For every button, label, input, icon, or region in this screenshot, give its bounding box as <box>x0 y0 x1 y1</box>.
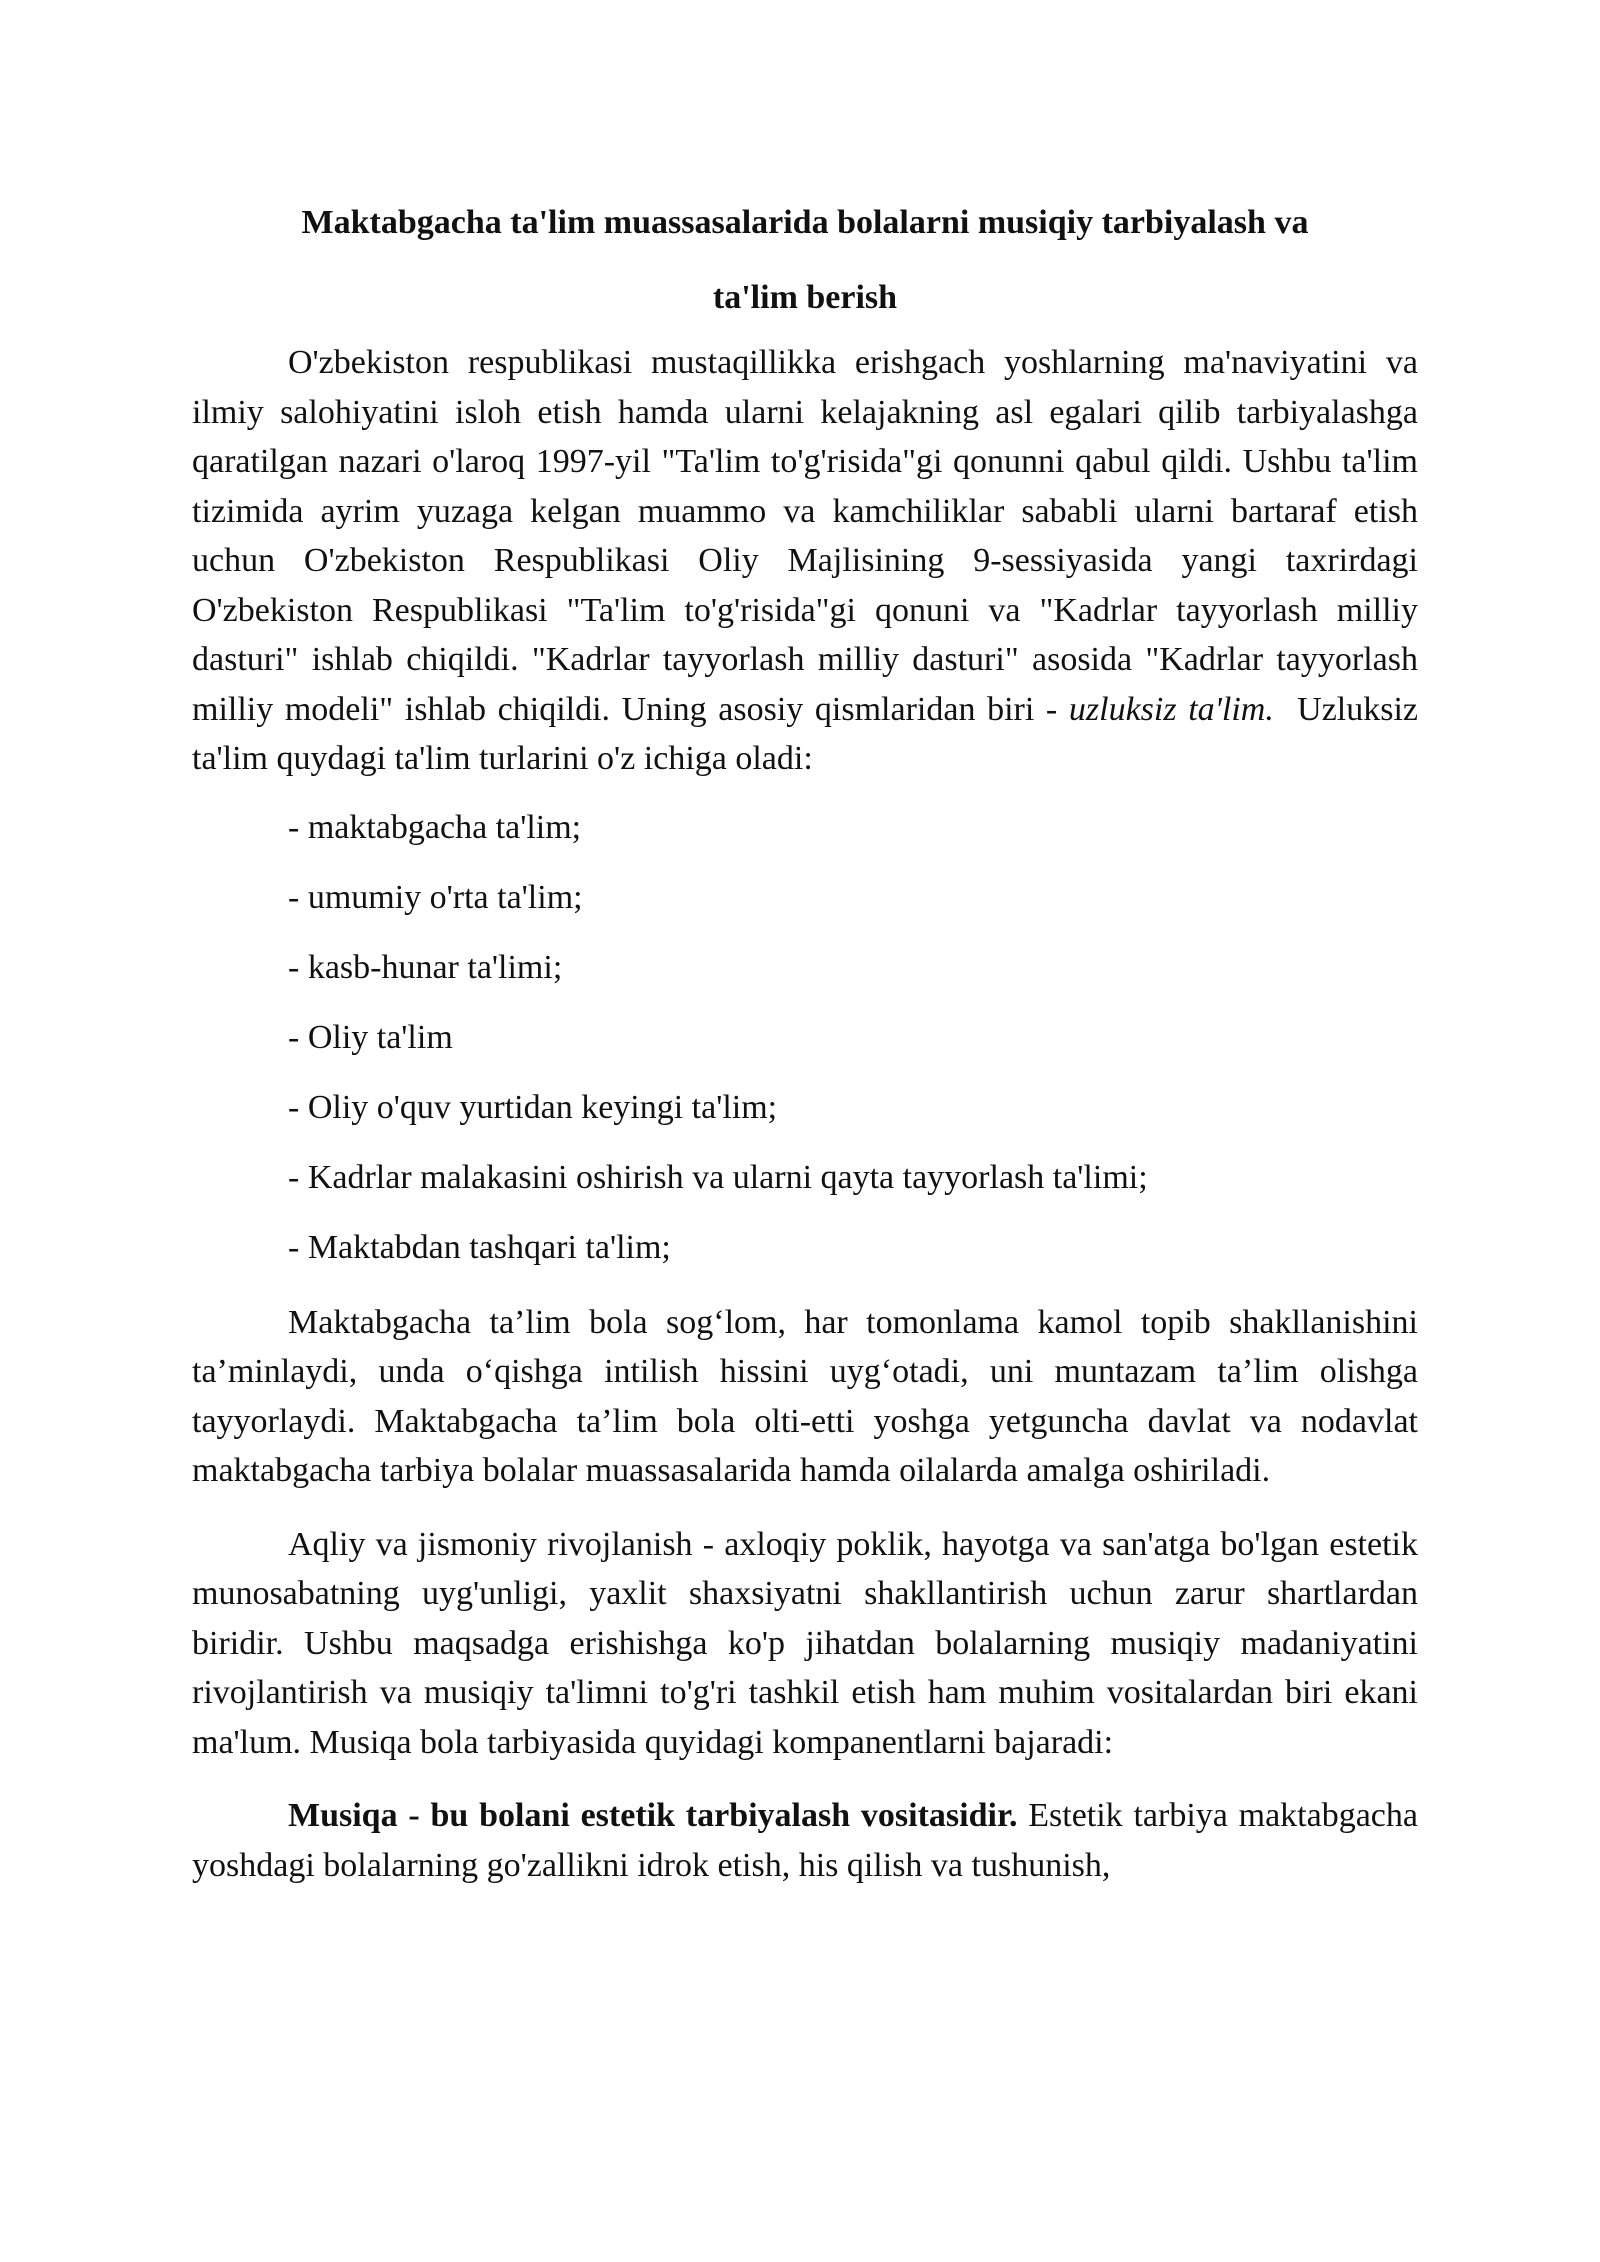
list-item: - Oliy o'quv yurtidan keyingi ta'lim; <box>288 1088 778 1126</box>
title-line-1: Maktabgacha ta'lim muassasalarida bolalarni musiqiy tarbiyalash va <box>301 204 1309 241</box>
list-item: - Maktabdan tashqari ta'lim; <box>288 1228 671 1266</box>
list-item: - kasb-hunar ta'limi; <box>288 948 563 986</box>
paragraph-intro-emphasis: uzluksiz ta'lim. <box>1068 690 1274 728</box>
paragraph-development-text: Aqliy va jismoniy rivojlanish - axloqiy poklik, hayotga va san'atga bo'lgan estetik munosabatning uyg'unligi, yaxlit shaxsiyatni shakllantirish uchun zarur shartlardan biridir. Ushbu maqsadga erishishga ko'p jihatdan bolalarning musiqiy madaniyatini rivojlantirish va musiqiy ta'limni to'g'ri tashkil etish ham muhim vositalardan biri ekani ma'lum. Musiqa bola tarbiyasida quyidagi kompanentlarni bajaradi: <box>192 1525 1418 1761</box>
paragraph-intro <box>192 338 1427 784</box>
paragraph-music-text: Estetik tarbiya maktabgacha yoshdagi bolalarning go'zallikni idrok etish, his qilish va tushunish, <box>192 1797 1418 1884</box>
list-item: - Oliy ta'lim <box>288 1018 453 1056</box>
paragraph-intro-text: O'zbekiston respublikasi mustaqillikka erishgach yoshlarning ma'naviyatini va ilmiy salohiyatini isloh etish hamda ularni kelajakning asl egalari qilib tarbiyalashga qaratilgan nazari o'laroq 1997-yil "Ta'lim to'g'risida"gi qonunni qabul qildi. Ushbu ta'lim tizimida ayrim yuzaga kelgan muammo va kamchiliklar sababli ularni bartaraf etish uchun O'zbekiston Respublikasi Oliy Majlisining 9-sessiyasida yangi taxrirdagi O'zbekiston Respublikasi "Ta'lim to'g'risida"gi qonuni va "Kadrlar tayyorlash milliy dasturi" ishlab chiqildi. "Kadrlar tayyorlash milliy dasturi" asosida "Kadrlar tayyorlash milliy modeli" ishlab chiqildi. Uning asosiy qismlaridan biri - <box>192 344 1418 728</box>
paragraph-music-bold: Musiqa - bu bolani estetik tarbiyalash vositasidir. <box>288 1797 1018 1834</box>
paragraph-intro-tail: Uzluksiz ta'lim quydagi ta'lim turlarini o'z ichiga oladi: <box>192 690 1427 777</box>
title-line-2: ta'lim berish <box>712 279 898 316</box>
paragraph-development <box>192 1520 1418 1768</box>
document-body <box>192 185 1427 1890</box>
paragraph-preschool <box>192 1298 1418 1496</box>
paragraph-preschool-text: Maktabgacha ta’lim bola sog‘lom, har tomonlama kamol topib shakllanishini ta’minlaydi, unda o‘qishga intilish hissini uyg‘otadi, uni muntazam ta’lim olishga tayyorlaydi. Maktabgacha ta’lim bola olti-etti yoshga yetguncha davlat va nodavlat maktabgacha tarbiya bolalar muassasalarida hamda oilalarda amalga oshiriladi. <box>192 1303 1418 1489</box>
list-item: - Kadrlar malakasini oshirish va ularni qayta tayyorlash ta'limi; <box>288 1158 1148 1196</box>
education-types-list <box>192 808 1418 1268</box>
paragraph-music <box>192 1791 1418 1890</box>
list-item: - umumiy o'rta ta'lim; <box>288 878 583 916</box>
list-item: - maktabgacha ta'lim; <box>288 808 582 846</box>
document-title <box>192 185 1418 335</box>
